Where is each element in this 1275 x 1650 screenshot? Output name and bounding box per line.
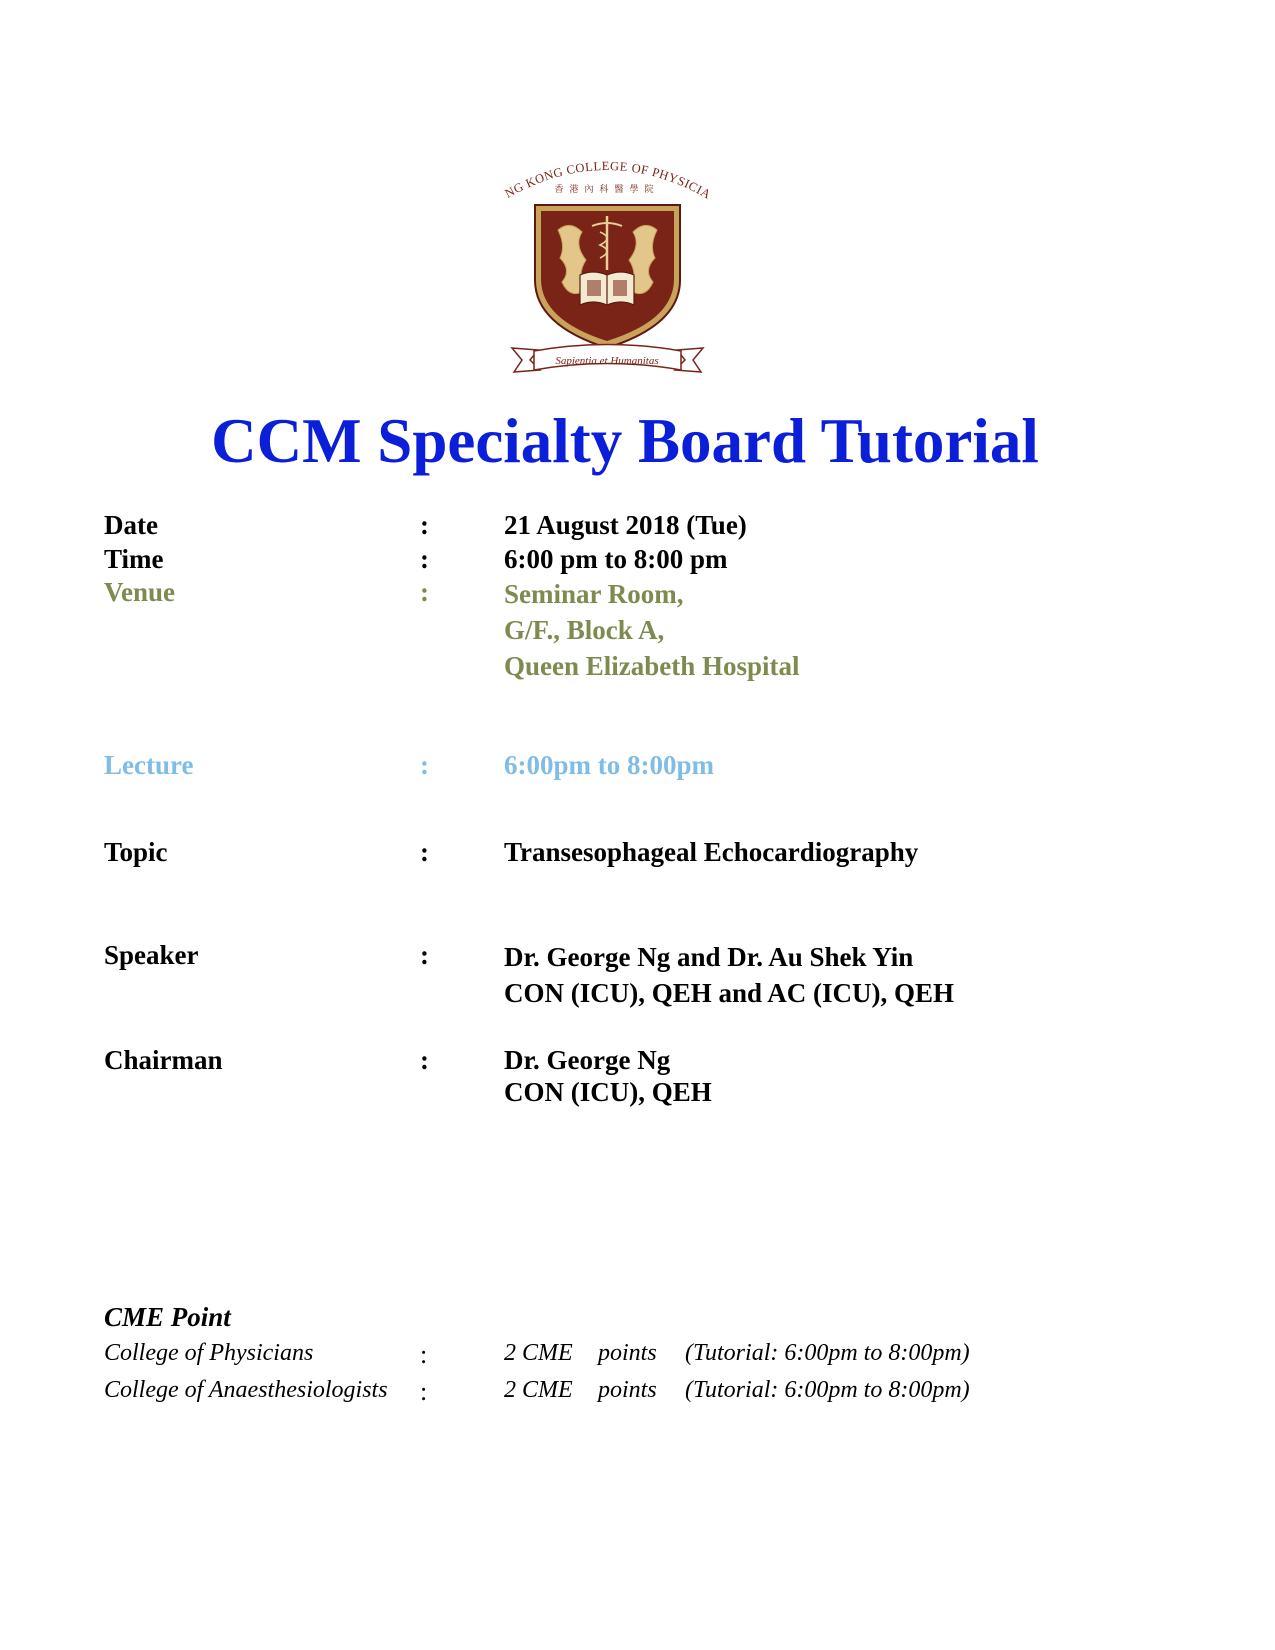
venue-line-1: Seminar Room, (504, 579, 684, 609)
chairman-line-1: Dr. George Ng (504, 1045, 671, 1075)
cme-amount: 2 CME (504, 1340, 573, 1366)
motto-text: Sapientia et Humanitas (555, 355, 659, 367)
venue-line-2: G/F., Block A, (504, 615, 665, 645)
lecture-label: Lecture (104, 750, 194, 780)
speaker-line-1: Dr. George Ng and Dr. Au Shek Yin (504, 942, 914, 972)
cme-colon: : (420, 1340, 428, 1369)
topic-colon: : (420, 837, 429, 867)
time-value: 6:00 pm to 8:00 pm (504, 544, 728, 574)
venue-line-3: Queen Elizabeth Hospital (504, 651, 800, 681)
date-colon: : (420, 510, 429, 540)
college-name-arc: NG KONG COLLEGE OF PHYSICIA (502, 158, 714, 202)
cme-unit: points (598, 1340, 657, 1366)
lecture-colon: : (420, 750, 429, 780)
chairman-colon: : (420, 1045, 429, 1075)
topic-value: Transesophageal Echocardiography (504, 837, 919, 867)
cme-colon: : (420, 1377, 428, 1406)
cme-note: (Tutorial: 6:00pm to 8:00pm) (685, 1377, 970, 1403)
cme-heading: CME Point (104, 1302, 231, 1332)
cme-note: (Tutorial: 6:00pm to 8:00pm) (685, 1340, 970, 1366)
date-value: 21 August 2018 (Tue) (504, 510, 747, 540)
chairman-line-2: CON (ICU), QEH (504, 1077, 712, 1107)
speaker-label: Speaker (104, 940, 199, 970)
lecture-value: 6:00pm to 8:00pm (504, 750, 714, 780)
speaker-line-2: CON (ICU), QEH and AC (ICU), QEH (504, 978, 955, 1008)
cme-college-name: College of Anaesthesiologists (104, 1377, 388, 1403)
speaker-colon: : (420, 940, 429, 970)
speaker-value (504, 939, 954, 1011)
time-label: Time (104, 544, 164, 574)
page-title: CCM Specialty Board Tutorial (211, 406, 1039, 476)
cme-college-name: College of Physicians (104, 1340, 314, 1366)
venue-label: Venue (104, 577, 176, 607)
college-crest-logo (500, 150, 715, 385)
venue-value (504, 576, 800, 684)
college-name-chinese: 香港內科醫學院 (554, 185, 660, 195)
topic-label: Topic (104, 837, 168, 867)
cme-unit: points (598, 1377, 657, 1403)
cme-amount: 2 CME (504, 1377, 573, 1403)
date-label: Date (104, 510, 158, 540)
chairman-value (504, 1044, 712, 1108)
chairman-label: Chairman (104, 1045, 223, 1075)
time-colon: : (420, 544, 429, 574)
venue-colon: : (420, 577, 429, 607)
